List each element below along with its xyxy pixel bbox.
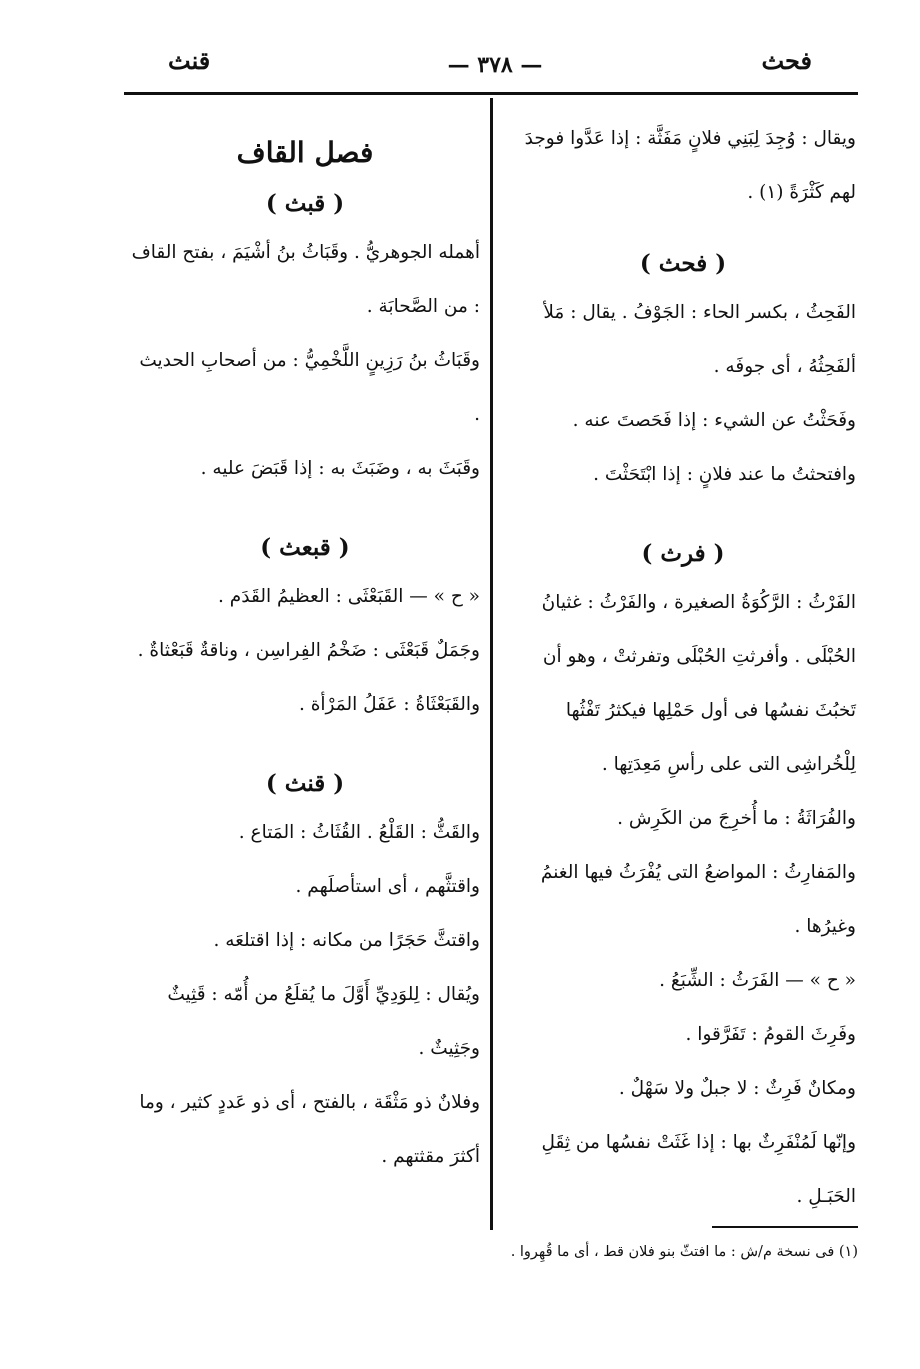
entry-paragraph: الفَرْثُ : الرَّكُوَةُ الصغيرة ، والفَرْثُ : غثيانُ الحُبْلَى . وأفرثتِ الحُبْلَى وتفرثتْ ، وهو أن تَخبُثَ نفسُها فى أول حَمْلِها فيكثرُ تَفْثُها لِلْخُراشِى التى على رأسِ مَعِدَتِها .: [541, 592, 856, 775]
right-column: [510, 112, 856, 1224]
entry-paragraph: والفُرَاثَةُ : ما أُخرِجَ من الكَرِش .: [617, 808, 856, 829]
entry-heading-farath: ( فرث ): [641, 540, 725, 567]
entry-paragraph: ويقال : وُجِدَ لِبَنِي فلانٍ مَفَثَّة : إذا عَدَّوا فوجدَ لهم كَثْرَةً (١) .: [524, 128, 856, 203]
entry-paragraph: وقَبَثَ به ، وضَبَثَ به : إذا قَبَضَ عليه .: [200, 458, 480, 479]
footnote: (١) فى نسخة م/ش : ما افتثّ بنو فلان قط ، أى ما قُهِروا .: [510, 1244, 858, 1260]
entry-paragraph: وفلانٌ ذو مَثْقَة ، بالفتح ، أى ذو عَددٍ كثير ، وما أكثرَ مقثتهم .: [139, 1092, 480, 1167]
entry-heading-fahath: ( فحث ): [639, 250, 727, 277]
entry-paragraph: واقتثَّ حَجَرًا من مكانه : إذا اقتلعَه .: [213, 930, 480, 951]
entry-paragraph: وإنّها لَمُنْفَرِثٌ بها : إذا غَثَتْ نفسُها من ثِقَلِ الحَبَـلِ .: [541, 1132, 856, 1207]
entry-paragraph: والمَفارِثُ : المواضعُ التى يُفْرَثُ فيها الغنمُ وغيرُها .: [540, 862, 856, 937]
entry-paragraph: « ح » — الفَرَثُ : الشِّبَعُ .: [659, 970, 856, 991]
entry-paragraph: ويُقال : لِلوَدِيِّ أَوَّلَ ما يُقلَعُ من أُمّه : قَثِيثٌ وجَثِيثٌ .: [167, 984, 480, 1059]
entry-paragraph: واقتثَّهم ، أى استأصلَهم .: [295, 876, 480, 897]
entry-paragraph: ومكانٌ فَرِثٌ : لا جبلٌ ولا سَهْلٌ .: [618, 1078, 856, 1099]
footnote-rule: [712, 1226, 858, 1228]
entry-paragraph: والقَثُّ : القَلْعُ . القُثَاثُ : المَتاع .: [238, 822, 480, 843]
entry-paragraph: وجَمَلٌ قَبَعْثَى : ضَخْمُ الفِراسِن ، وناقةٌ قَبَعْثاةٌ .: [137, 640, 480, 661]
entry-paragraph: الفَحِثُ ، بكسر الحاء : الجَوْفُ . يقال : مَلأ ألفَحِثُهُ ، أى جوفَه .: [543, 302, 856, 377]
entry-paragraph: أهمله الجوهريُّ . وقَبَاثُ بنُ أشْيَمَ ، بفتح القاف : من الصَّحابَة .: [131, 242, 480, 317]
entry-paragraph: وفَحَثْتُ عن الشيء : إذا فَحَصتَ عنه .: [572, 410, 856, 431]
header-rule: [124, 92, 858, 95]
running-head-right: فحث: [761, 46, 812, 75]
entry-heading-qabath: ( قبث ): [265, 190, 345, 217]
entry-paragraph: « ح » — القَبَعْثَى : العظيمُ القَدَم .: [218, 586, 480, 607]
column-divider: [490, 98, 493, 1230]
entry-paragraph: والقَبَعْثَاةُ : عَفَلُ المَرْأة .: [298, 694, 480, 715]
page-number: — ٣٧٨ —: [447, 52, 543, 78]
entry-paragraph: وافتحثتُ ما عند فلانٍ : إذا ابْتَحَثْتَ .: [593, 464, 856, 485]
left-column: [130, 124, 480, 1184]
entry-paragraph: وفَرِثَ القومُ : تَفَرَّقوا .: [685, 1024, 856, 1045]
entry-paragraph: وقَبَاثُ بنُ رَزِينٍ اللَّخْمِيُّ : من أصحابِ الحديث .: [139, 350, 480, 425]
entry-heading-qanath: ( قنث ): [265, 770, 345, 797]
running-head-left: قنث: [168, 46, 211, 75]
section-title: فصل القاف: [236, 136, 374, 169]
entry-heading-qabath-ayn: ( قبعث ): [260, 534, 350, 561]
